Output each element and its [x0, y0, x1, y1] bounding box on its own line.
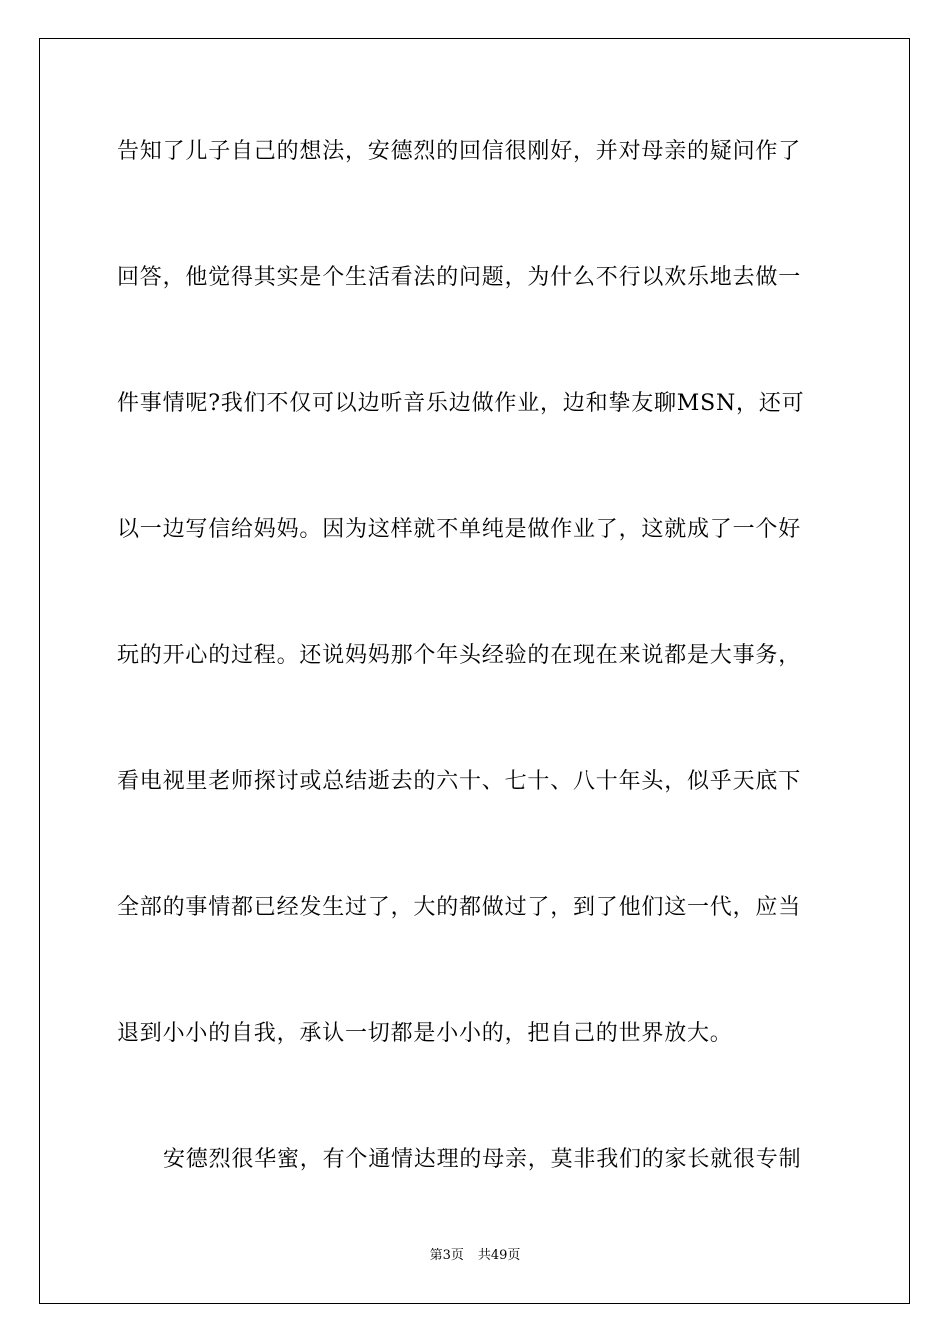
text-line: 退到小小的自我，承认一切都是小小的，把自己的世界放大。	[117, 1021, 733, 1046]
text-line: 告知了儿子自己的想法，安德烈的回信很刚好，并对母亲的疑问作了	[117, 139, 802, 164]
text-line: 回答，他觉得其实是个生活看法的问题，为什么不行以欢乐地去做一	[117, 265, 802, 290]
document-body	[117, 122, 837, 1256]
page-footer	[0, 1244, 950, 1263]
text-line: 玩的开心的过程。还说妈妈那个年头经验的在现在来说都是大事务，	[117, 643, 802, 668]
text-line-paragraph-start: 安德烈很华蜜，有个通情达理的母亲，莫非我们的家长就很专制	[163, 1147, 802, 1172]
text-line: 以一边写信给妈妈。因为这样就不单纯是做作业了，这就成了一个好	[117, 517, 802, 542]
page-total: 共49页	[477, 1248, 521, 1263]
text-line: 件事情呢?我们不仅可以边听音乐边做作业，边和挚友聊MSN，还可	[117, 391, 805, 416]
page-number: 第3页	[429, 1248, 464, 1263]
text-line: 全部的事情都已经发生过了，大的都做过了，到了他们这一代，应当	[117, 895, 802, 920]
text-line: 看电视里老师探讨或总结逝去的六十、七十、八十年头，似乎天底下	[117, 769, 802, 794]
